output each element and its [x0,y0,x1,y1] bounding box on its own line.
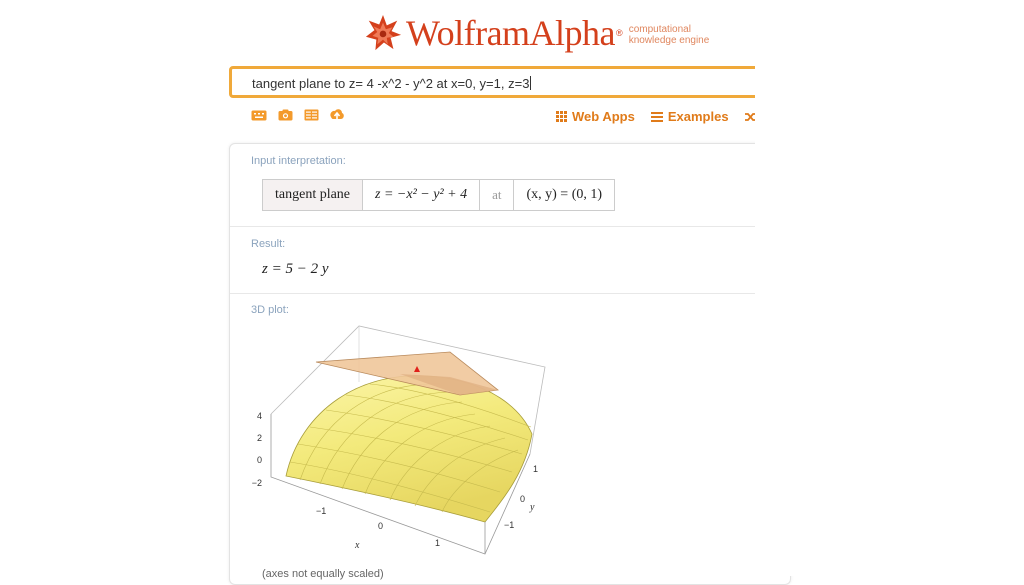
x-axis-label: x [355,540,360,551]
cropped-area [755,0,1024,576]
input-toolbar [251,108,345,122]
registered-mark: ® [616,28,623,38]
wolframalpha-logo[interactable] [364,12,709,54]
search-query-value: tangent plane to z= 4 -x^2 - y^2 at x=0, y=1, z=3 [252,76,530,91]
y-tick-label: 0 [520,494,526,504]
x-tick-label: 1 [435,538,441,548]
x-tick-label: 0 [378,521,384,531]
wordmark: WolframAlpha [406,13,616,53]
interp-cell-3: at [480,180,514,210]
web-apps-label: Web Apps [572,109,635,124]
search-query-text [252,76,531,91]
wolfram-spikey-icon [364,14,402,52]
result-label: Result: [251,238,286,250]
keyboard-icon[interactable] [251,108,267,122]
results-panel [229,143,791,585]
search-input[interactable] [229,66,789,98]
y-tick-label: 1 [533,464,539,474]
input-interpretation-label: Input interpretation: [251,155,346,167]
y-axis-label: y [530,502,535,513]
pod-divider [230,293,790,294]
tagline-line-1: computational [628,24,691,35]
paraboloid-surface [286,376,532,522]
examples-link[interactable] [651,109,729,124]
interp-cell-2: z = −x² − y² + 4 [363,180,480,210]
axes-scale-note: (axes not equally scaled) [262,568,384,580]
x-tick-label: −1 [316,506,327,516]
nav-links [556,109,779,124]
interp-cell-4: (x, y) = (0, 1) [526,187,603,202]
3d-plot-label: 3D plot: [251,304,289,316]
list-icon [651,112,663,122]
web-apps-link[interactable] [556,109,635,124]
grid-icon [556,111,567,122]
tagline-line-2: knowledge engine [628,35,710,46]
pod-divider [230,226,790,227]
z-tick-label: 0 [256,455,262,465]
result-value: z = 5 − 2 y [262,261,329,277]
examples-label: Examples [667,109,729,124]
z-tick-label: 2 [256,433,262,443]
y-tick-label: −1 [504,520,515,530]
input-interpretation-table [262,179,615,211]
text-caret [530,76,531,90]
interp-cell-1: tangent plane [263,180,363,210]
z-tick-label: 4 [256,411,262,421]
camera-icon[interactable] [277,108,293,122]
z-tick-label: −2 [251,478,262,488]
image-upload-icon[interactable] [329,108,345,122]
table-icon[interactable] [303,108,319,122]
3d-plot[interactable] [250,322,580,572]
tagline [629,24,710,46]
